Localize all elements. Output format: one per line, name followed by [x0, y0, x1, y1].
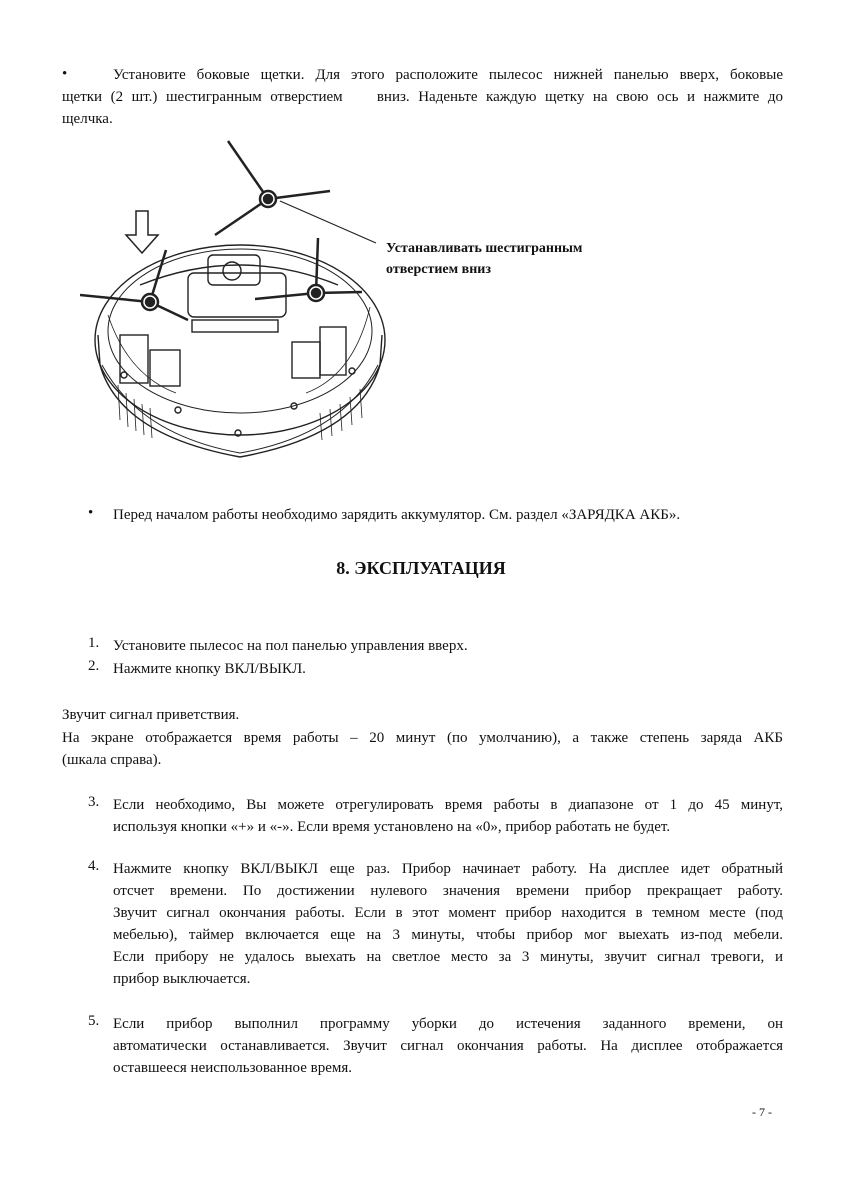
bullet-marker: •: [88, 505, 94, 521]
step-number: 2.: [88, 658, 100, 674]
step4-line-4: мебелью), таймер включается еще на 3 минуты, чтобы прибор мог выехать из-под мебели.: [113, 927, 783, 943]
step5-line-1: Если прибор выполнил программу уборки до истечения заданного времени, он: [113, 1016, 783, 1032]
step-number: 5.: [88, 1013, 100, 1029]
display-line-1: На экране отображается время работы – 20 минут (по умолчанию), а также степень заряда АКБ: [62, 730, 783, 746]
step-number: 4.: [88, 858, 100, 874]
step-number: 1.: [88, 635, 100, 651]
section-heading: 8. ЭКСПЛУАТАЦИЯ: [336, 558, 506, 578]
intro-line-1: Установите боковые щетки. Для этого расположите пылесос нижней панелью вверх, боковые: [113, 67, 783, 83]
step3-line-2: используя кнопки «+» и «-». Если время установлено на «0», прибор работать не будет.: [113, 819, 671, 835]
step5-line-3: оставшееся неиспользованное время.: [113, 1060, 352, 1076]
step-text: Нажмите кнопку ВКЛ/ВЫКЛ.: [113, 661, 306, 677]
step-text: Установите пылесос на пол панелью управления вверх.: [113, 638, 468, 654]
step5-line-2: автоматически останавливается. Звучит сигнал окончания работы. На дисплее отображается: [113, 1038, 783, 1054]
page-number: - 7 -: [752, 1105, 772, 1119]
step4-line-3: Звучит сигнал окончания работы. Если в этот момент прибор находится в темном месте (под: [113, 905, 783, 921]
step4-line-1: Нажмите кнопку ВКЛ/ВЫКЛ еще раз. Прибор начинает работу. На дисплее идет обратный: [113, 861, 783, 877]
vacuum-brush-illustration: [80, 135, 640, 475]
step4-line-2: отсчет времени. По достижении нулевого значения времени прибор прекращает работу.: [113, 883, 783, 899]
intro-line-2: щетки (2 шт.) шестигранным отверстием вниз. Наденьте каждую щетку на свою ось и нажмите до: [62, 89, 783, 105]
step3-line-1: Если необходимо, Вы можете отрегулировать время работы в диапазоне от 1 до 45 минут,: [113, 797, 783, 813]
intro-line-3: щелчка.: [62, 111, 113, 127]
step-number: 3.: [88, 794, 100, 810]
charge-bullet-text: Перед началом работы необходимо зарядить аккумулятор. См. раздел «ЗАРЯДКА АКБ».: [113, 507, 681, 523]
down-arrow-icon: [126, 211, 158, 253]
figure-callout: [386, 238, 582, 280]
callout-line-2: отверстием вниз: [386, 262, 491, 277]
greeting-text: Звучит сигнал приветствия.: [62, 707, 240, 723]
bullet-marker: •: [62, 66, 68, 82]
callout-line-1: Устанавливать шестигранным: [386, 241, 583, 256]
step4-line-5: Если прибору не удалось выехать на светлое место за 3 минуты, звучит сигнал тревоги, и: [113, 949, 783, 965]
display-line-2: (шкала справа).: [62, 752, 162, 768]
step4-line-6: прибор выключается.: [113, 971, 251, 987]
